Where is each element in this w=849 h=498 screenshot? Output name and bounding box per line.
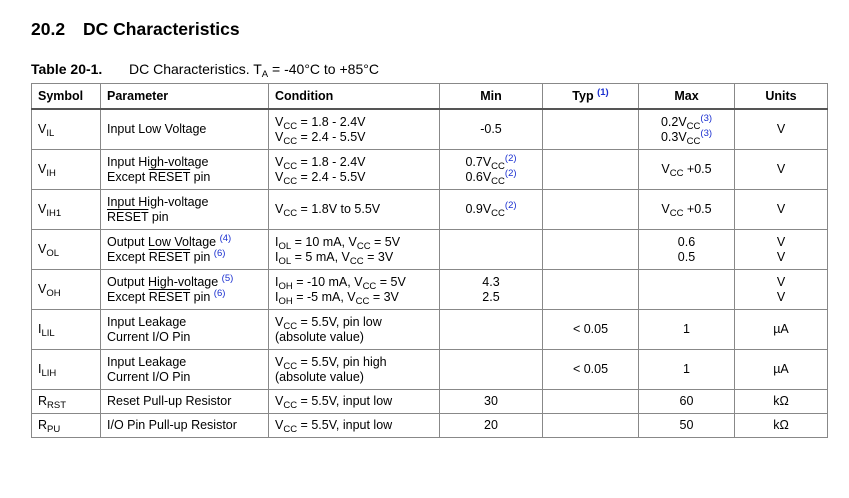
condition-cell: $I_{OH} = -10$ mA, $V_{CC} = 5V$ $I_{OH} = -5$ mA, $V_{CC} = 3V$ [269, 270, 440, 310]
min-cell [440, 230, 543, 270]
table-row [32, 109, 828, 150]
units-cell: µA [735, 310, 828, 350]
typ-cell [543, 230, 639, 270]
max-cell: 1 [639, 350, 735, 390]
condition-cell: $V_{CC} = 5.5V$, pin low (absolute value) [269, 310, 440, 350]
section-number: 20.2 [31, 19, 66, 39]
symbol-cell: $V_{IH}$ [32, 150, 101, 190]
section-title [31, 19, 240, 40]
footnote-ref[interactable]: (2) [504, 152, 517, 164]
footnote-ref[interactable]: (3) [700, 112, 713, 124]
typ-cell [543, 390, 639, 414]
condition-cell: $V_{CC} = 1.8 - 2.4V$ $V_{CC} = 2.4 - 5.5V$ [269, 109, 440, 150]
units-cell: V [735, 150, 828, 190]
footnote-ref[interactable]: (3) [700, 127, 713, 139]
symbol-cell: $I_{LIH}$ [32, 350, 101, 390]
units-cell: kΩ [735, 390, 828, 414]
header-parameter: Parameter [101, 84, 269, 110]
table-number: Table 20-1. [31, 61, 103, 77]
units-cell: V V [735, 230, 828, 270]
header-symbol: Symbol [32, 84, 101, 110]
parameter-cell: Output Low Voltage $^{(4)}$ Except RESET pin $^{(6)}$ [101, 230, 269, 270]
parameter-cell: Input High-voltage RESET pin [101, 190, 269, 230]
min-cell: 30 [440, 390, 543, 414]
header-typ-label: Typ [572, 88, 594, 103]
symbol-cell: $V_{OH}$ [32, 270, 101, 310]
caption-sub: A [261, 69, 269, 80]
table-caption [31, 61, 379, 80]
table-row [32, 310, 828, 350]
header-min: Min [440, 84, 543, 110]
max-cell: $0.2V_{CC}^{(3)}$ $0.3V_{CC}^{(3)}$ [639, 109, 735, 150]
footnote-ref[interactable]: (2) [504, 200, 517, 211]
symbol-cell: $V_{OL}$ [32, 230, 101, 270]
parameter-cell: Input High-voltage Except RESET pin [101, 150, 269, 190]
table-row [32, 230, 828, 270]
footnote-ref[interactable]: (6) [213, 287, 226, 299]
parameter-cell: Reset Pull-up Resistor [101, 390, 269, 414]
max-cell: 60 [639, 390, 735, 414]
header-units: Units [735, 84, 828, 110]
footnote-ref[interactable]: (2) [504, 167, 517, 179]
max-cell: 0.6 0.5 [639, 230, 735, 270]
max-cell: 1 [639, 310, 735, 350]
symbol-cell: $R_{RST}$ [32, 390, 101, 414]
dc-characteristics-table [31, 83, 828, 438]
caption-text: DC Characteristics. T [129, 61, 262, 77]
condition-cell: $V_{CC} = 5.5V$, input low [269, 390, 440, 414]
table-row [32, 150, 828, 190]
min-cell [440, 310, 543, 350]
max-cell: $V_{CC} +0.5$ [639, 190, 735, 230]
min-cell: $0.7V_{CC}^{(2)}$ $0.6V_{CC}^{(2)}$ [440, 150, 543, 190]
caption-rest: = -40°C to +85°C [268, 61, 379, 77]
symbol-cell: $R_{PU}$ [32, 414, 101, 438]
symbol-cell: $I_{LIL}$ [32, 310, 101, 350]
table-row [32, 270, 828, 310]
table-row [32, 190, 828, 230]
units-cell: V V [735, 270, 828, 310]
max-cell [639, 270, 735, 310]
header-row [32, 84, 828, 110]
min-cell: 4.3 2.5 [440, 270, 543, 310]
table-row [32, 350, 828, 390]
typ-cell [543, 270, 639, 310]
parameter-cell: Input Leakage Current I/O Pin [101, 350, 269, 390]
min-cell: $0.9V_{CC}^{(2)}$ [440, 190, 543, 230]
condition-cell: $V_{CC} = 1.8V$ to 5.5V [269, 190, 440, 230]
typ-cell [543, 150, 639, 190]
condition-cell: $V_{CC} = 5.5V$, pin high (absolute value) [269, 350, 440, 390]
max-cell: $V_{CC} +0.5$ [639, 150, 735, 190]
section-heading: DC Characteristics [83, 19, 240, 39]
units-cell: kΩ [735, 414, 828, 438]
units-cell: V [735, 190, 828, 230]
symbol-cell: $V_{IH1}$ [32, 190, 101, 230]
typ-cell [543, 190, 639, 230]
parameter-cell: Input Low Voltage [101, 109, 269, 150]
parameter-cell: I/O Pin Pull-up Resistor [101, 414, 269, 438]
footnote-ref[interactable]: (4) [219, 232, 232, 244]
typ-cell: < 0.05 [543, 310, 639, 350]
header-max: Max [639, 84, 735, 110]
header-typ [543, 84, 639, 110]
symbol-cell: $V_{IL}$ [32, 109, 101, 150]
min-cell: 20 [440, 414, 543, 438]
parameter-cell: Output High-voltage $^{(5)}$ Except RESET pin $^{(6)}$ [101, 270, 269, 310]
typ-cell [543, 414, 639, 438]
footnote-ref[interactable]: (1) [597, 86, 609, 98]
min-cell: -0.5 [440, 109, 543, 150]
footnote-ref[interactable]: (6) [213, 247, 226, 259]
condition-cell: $V_{CC} = 5.5V$, input low [269, 414, 440, 438]
table-row [32, 390, 828, 414]
min-cell [440, 350, 543, 390]
max-cell: 50 [639, 414, 735, 438]
condition-cell: $V_{CC} = 1.8 - 2.4V$ $V_{CC} = 2.4 - 5.5V$ [269, 150, 440, 190]
header-condition: Condition [269, 84, 440, 110]
units-cell: µA [735, 350, 828, 390]
units-cell: V [735, 109, 828, 150]
parameter-cell: Input Leakage Current I/O Pin [101, 310, 269, 350]
table-row [32, 414, 828, 438]
condition-cell: $I_{OL} = 10$ mA, $V_{CC} = 5V$ $I_{OL} = 5$ mA, $V_{CC} = 3V$ [269, 230, 440, 270]
typ-cell: < 0.05 [543, 350, 639, 390]
typ-cell [543, 109, 639, 150]
footnote-ref[interactable]: (5) [221, 272, 234, 284]
